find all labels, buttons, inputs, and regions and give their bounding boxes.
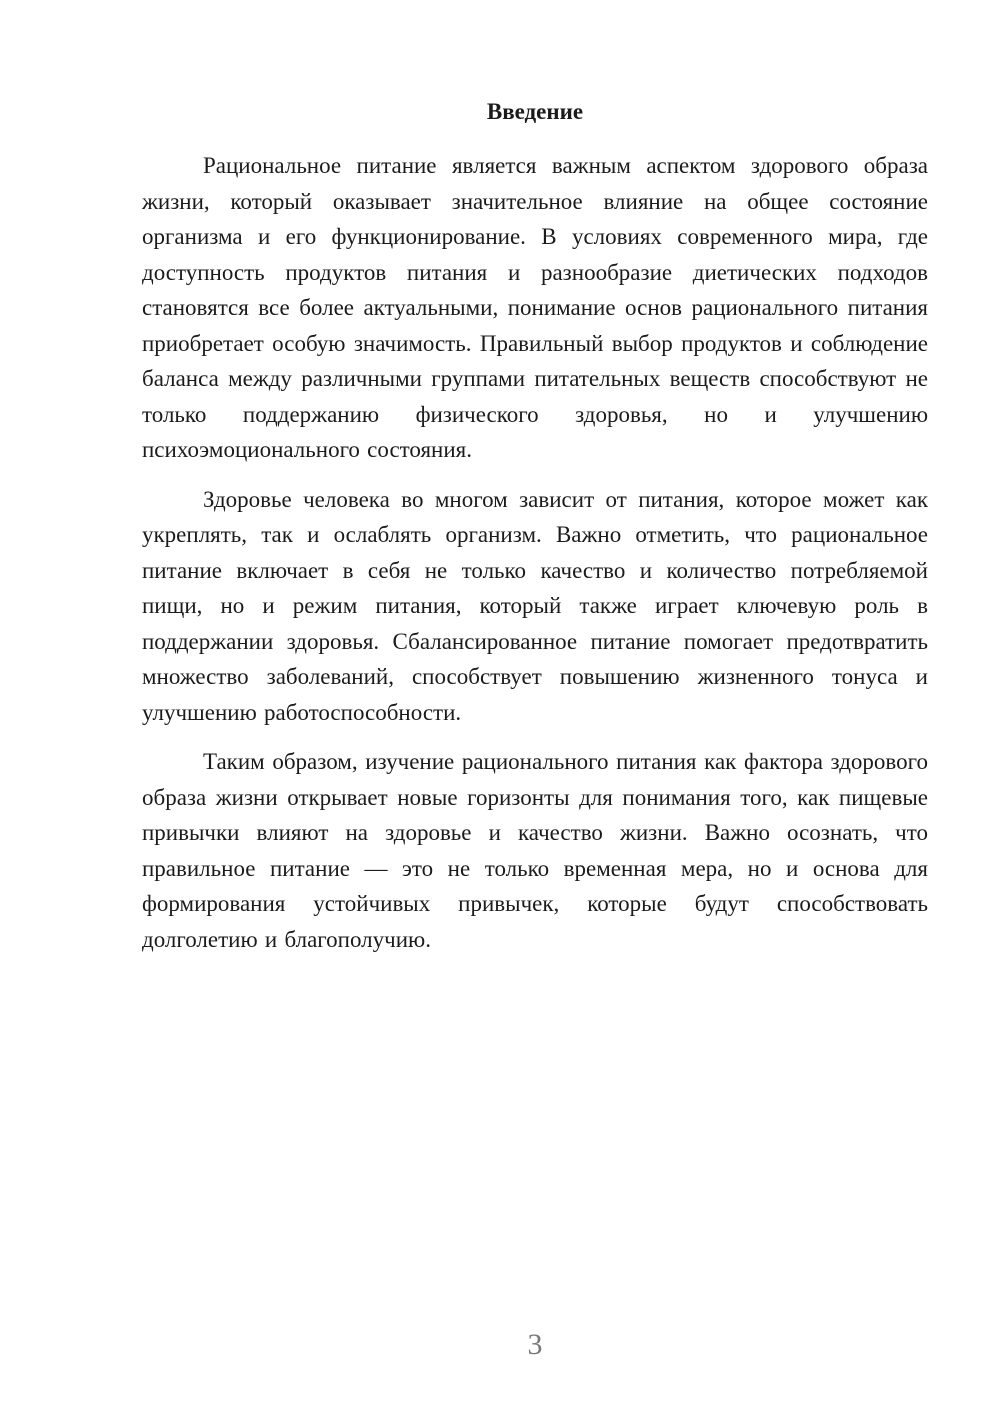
section-title: Введение <box>486 99 584 124</box>
page-content <box>142 94 928 971</box>
paragraph-conclusion: Таким образом, изучение рационального питания как фактора здорового образа жизни открывает новые горизонты для понимания того, как пищевые привычки влияют на здоровье и качество жизни. Важно осознать, что правильное питание — это не только временная мера, но и основа для формирования устойчивых привычек, которые будут способствовать долголетию и благополучию. <box>142 749 928 952</box>
paragraph-intro: Рациональное питание является важным аспектом здорового образа жизни, который оказывает значительное влияние на общее состояние организма и его функционирование. В условиях современного мира, где доступность продуктов питания и разнообразие диетических подходов становятся все более актуальными, понимание основ рационального питания приобретает особую значимость. Правильный выбор продуктов и соблюдение баланса между различными группами питательных веществ способствуют не только поддержанию физического здоровья, но и улучшению психоэмоционального состояния. <box>142 153 928 462</box>
paragraph-health: Здоровье человека во многом зависит от питания, которое может как укреплять, так и ослаблять организм. Важно отметить, что рациональное питание включает в себя не только качество и количество потребляемой пищи, но и режим питания, который также играет ключевую роль в поддержании здоровья. Сбалансированное питание помогает предотвратить множество заболеваний, способствует повышению жизненного тонуса и улучшению работоспособности. <box>142 486 928 725</box>
page-number: 3 <box>527 1328 543 1361</box>
